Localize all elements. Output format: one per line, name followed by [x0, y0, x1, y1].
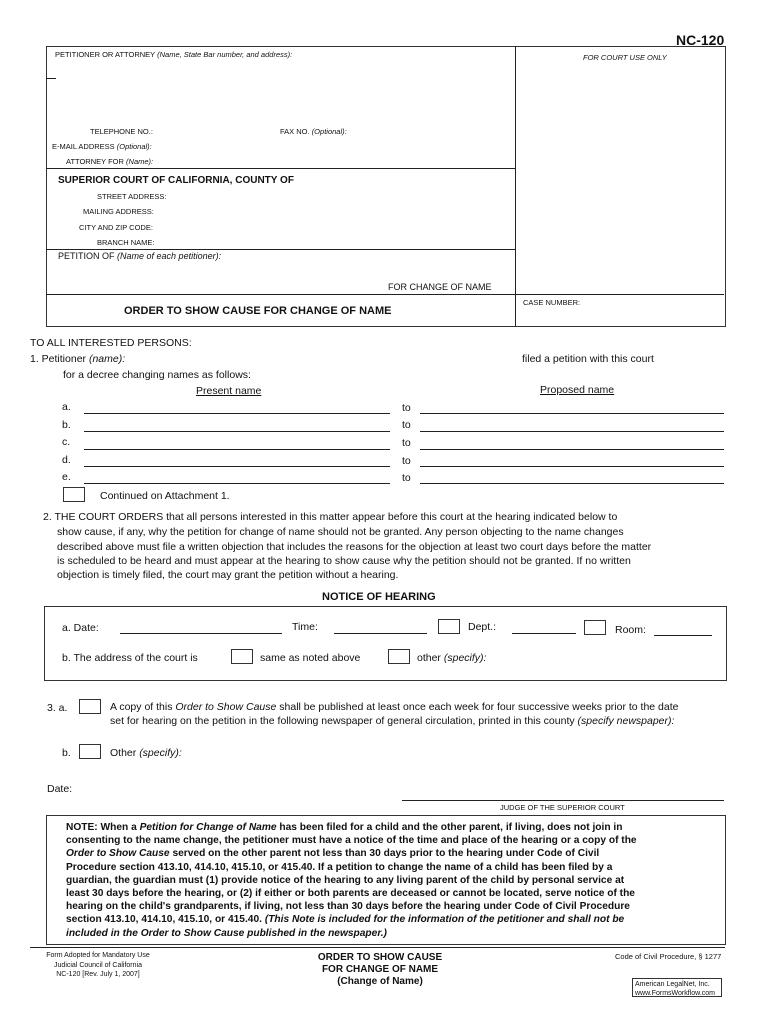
to-d: to: [402, 455, 411, 467]
publish-newspaper-checkbox[interactable]: [79, 699, 101, 714]
street-address-label: STREET ADDRESS:: [97, 192, 167, 201]
publish-text-line-1: A copy of this Order to Show Cause shall be published at least once each week for four successive weeks prior to the date: [110, 701, 679, 713]
other-address-label: other (specify):: [417, 652, 487, 664]
present-name-line-a: [84, 413, 390, 414]
branch-name-label: BRANCH NAME:: [97, 238, 155, 247]
divider-petition: [46, 249, 516, 250]
proposed-name-line-e: [420, 483, 724, 484]
present-name-line-e: [84, 483, 390, 484]
other-address-checkbox[interactable]: [388, 649, 410, 664]
proposed-name-line-a: [420, 413, 724, 414]
form-number: NC-120: [676, 32, 725, 48]
mailing-address-label: MAILING ADDRESS:: [83, 207, 154, 216]
present-name-line-d: [84, 466, 390, 467]
to-e: to: [402, 472, 411, 484]
attorney-for-label: ATTORNEY FOR (Name):: [66, 157, 154, 166]
divider-title: [46, 294, 724, 295]
time-ampm-checkbox[interactable]: [438, 619, 460, 634]
divider-court: [46, 168, 516, 169]
hearing-room-label: Room:: [615, 624, 646, 636]
continued-attachment-checkbox[interactable]: [63, 487, 85, 502]
header-box: [46, 46, 726, 327]
proposed-name-line-d: [420, 466, 724, 467]
hearing-dept-label: Dept.:: [468, 621, 497, 633]
publisher-box: American LegalNet, Inc. www.FormsWorkflow.com: [632, 978, 722, 997]
other-publish-checkbox[interactable]: [79, 744, 101, 759]
row-label-d: d.: [62, 454, 71, 466]
row-label-c: c.: [62, 436, 71, 448]
code-reference: Code of Civil Procedure, § 1277: [615, 952, 722, 961]
to-a: to: [402, 402, 411, 414]
telephone-label: TELEPHONE NO.:: [90, 127, 153, 136]
petition-of-label: PETITION OF (Name of each petitioner):: [58, 251, 222, 261]
court-orders-line-3: described above must file a written objection that includes the reasons for the objection at least two court days before the matter: [57, 541, 652, 553]
row-label-a: a.: [62, 401, 71, 413]
dept-checkbox[interactable]: [584, 620, 606, 635]
item-3b-label: b.: [62, 747, 71, 759]
row-label-b: b.: [62, 419, 71, 431]
notice-box: [44, 606, 727, 681]
date-label: Date:: [47, 783, 73, 795]
other-publish-label: Other (specify):: [110, 747, 182, 759]
proposed-name-line-b: [420, 431, 724, 432]
hearing-time-label: Time:: [292, 621, 318, 633]
petitioner-or-attorney-label: PETITIONER OR ATTORNEY (Name, State Bar number, and address):: [55, 50, 293, 59]
judge-signature-line[interactable]: [402, 800, 724, 801]
footer-title-block: ORDER TO SHOW CAUSE FOR CHANGE OF NAME (Change of Name): [317, 952, 443, 987]
item-3a-label: 3. a.: [47, 702, 68, 714]
court-address-label: b. The address of the court is: [62, 652, 198, 664]
form-adopted-block: Form Adopted for Mandatory Use Judicial Council of California NC-120 [Rev. July 1, 2007]: [46, 952, 150, 978]
proposed-name-line-c: [420, 449, 724, 450]
present-name-heading: Present name: [196, 385, 262, 397]
petitioner-label: 1. Petitioner (name):: [30, 353, 126, 365]
for-change-of-name: FOR CHANGE OF NAME: [388, 282, 492, 292]
email-label: E-MAIL ADDRESS (Optional):: [52, 142, 152, 151]
order-title: ORDER TO SHOW CAUSE FOR CHANGE OF NAME: [124, 305, 392, 317]
header-divider: [515, 46, 516, 326]
hearing-date-label: a. Date:: [62, 622, 99, 634]
filed-petition-text: filed a petition with this court: [522, 353, 654, 365]
note-text: NOTE: When a Petition for Change of Name has been filed for a child and the other parent, if living, does not join in consenting to the name change, the petitioner must have a notice of the time and place of the hearing or a copy of the Order to Show Cause served on the other parent not less than 30 days prior to the hearing under Code of Civil Procedure section 413.10, 414.10, 415.10, or 415.40. If a petition to change the name of a child has been filed by a guardian, the guardian must (1) provide notice of the hearing to any living parent of the child by personal service at least 30 days before the hearing, or (2) if either or both parents are deceased or cannot be located, serve notice of the hearing on the child's grandparents, if living, not less than 30 days before the hearing under Code of Civil Procedure section 413.10, 414.10, 415.10, or 415.40. (This Note is included for the information of the petitioner and shall not be included in the Order to Show Cause published in the newspaper.): [66, 822, 637, 939]
to-all-interested: TO ALL INTERESTED PERSONS:: [30, 337, 192, 349]
footer-rule: [30, 947, 725, 948]
decree-text: for a decree changing names as follows:: [63, 369, 251, 381]
present-name-line-b: [84, 431, 390, 432]
same-as-above-checkbox[interactable]: [231, 649, 253, 664]
hearing-dept-field[interactable]: [512, 633, 576, 634]
proposed-name-heading: Proposed name: [540, 384, 615, 396]
hearing-room-field[interactable]: [654, 635, 712, 636]
hearing-time-field[interactable]: [334, 633, 427, 634]
case-number-label: CASE NUMBER:: [523, 298, 581, 307]
court-orders-line-5: objection is timely filed, the court may grant the petition without a hearing.: [57, 569, 399, 581]
to-c: to: [402, 437, 411, 449]
present-name-line-c: [84, 449, 390, 450]
row-label-e: e.: [62, 471, 71, 483]
continued-attachment-label: Continued on Attachment 1.: [100, 490, 230, 502]
city-zip-label: CITY AND ZIP CODE:: [79, 223, 153, 232]
hearing-date-field[interactable]: [120, 633, 282, 634]
court-use-only: FOR COURT USE ONLY: [583, 53, 667, 62]
fax-label: FAX NO. (Optional):: [280, 127, 347, 136]
court-orders-line-4: is scheduled to be heard and must appear at the hearing to show cause why the petition should not be granted. If no written: [57, 555, 631, 567]
to-b: to: [402, 419, 411, 431]
judge-label: JUDGE OF THE SUPERIOR COURT: [500, 803, 625, 812]
court-title: SUPERIOR COURT OF CALIFORNIA, COUNTY OF: [58, 175, 294, 186]
same-as-above-label: same as noted above: [260, 652, 361, 664]
publish-text-line-2: set for hearing on the petition in the following newspaper of general circulation, printed in this county (specify newspaper):: [110, 715, 675, 727]
court-orders-line-2: show cause, if any, why the petition for change of name should not be granted. Any person objecting to the name changes: [57, 526, 624, 538]
tick-mark: [46, 78, 56, 79]
notice-of-hearing-title: NOTICE OF HEARING: [322, 591, 436, 603]
court-orders-line-1: 2. THE COURT ORDERS that all persons interested in this matter appear before this court at the hearing indicated below to: [43, 511, 618, 523]
